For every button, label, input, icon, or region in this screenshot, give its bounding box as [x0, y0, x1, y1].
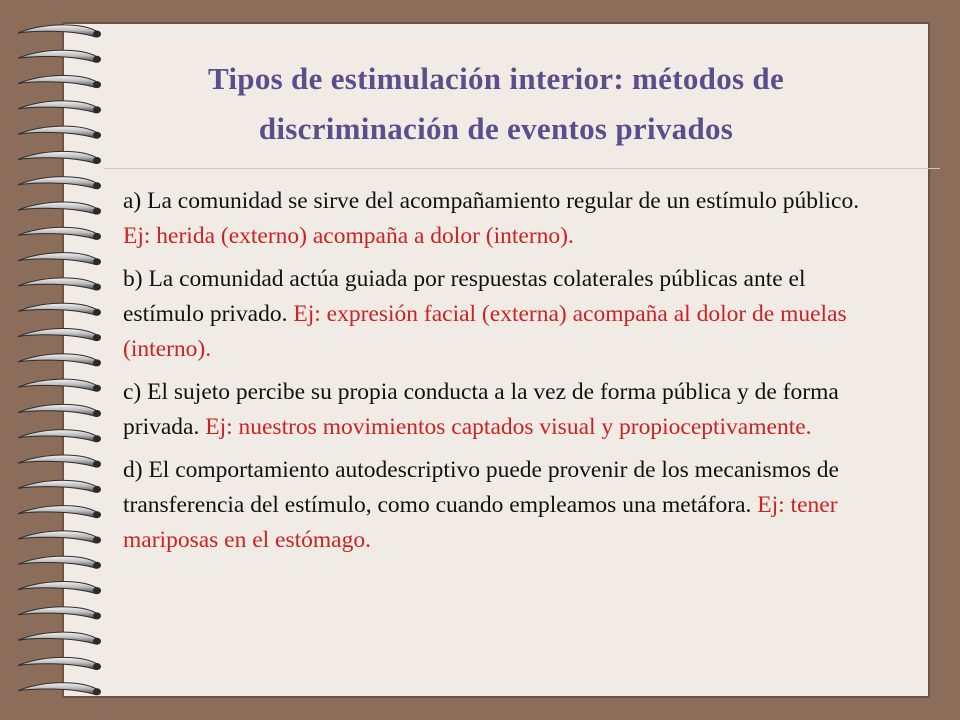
- list-item-a: [123, 184, 863, 254]
- slide-title-line-2: discriminación de eventos privados: [258, 111, 734, 146]
- spiral-ring: [18, 177, 101, 190]
- item-example: Ej: nuestros movimientos captados visual y propioceptivamente.: [205, 414, 812, 440]
- spiral-ring: [18, 480, 101, 493]
- list-item-c: [123, 375, 863, 445]
- item-text: c) El sujeto percibe su propia conducta a la vez de forma pública y de forma privada.: [123, 379, 839, 440]
- spiral-ring: [18, 556, 101, 569]
- spiral-ring: [18, 379, 101, 392]
- item-text: d) El comportamiento autodescriptivo puede provenir de los mecanismos de transferencia del estímulo, como cuando empleamos una metáfora.: [123, 457, 839, 518]
- spiral-ring: [18, 455, 101, 468]
- slide-title: [64, 54, 928, 154]
- spiral-ring: [18, 607, 101, 620]
- item-example: Ej: herida (externo) acompaña a dolor (interno).: [123, 223, 574, 249]
- spiral-ring: [18, 582, 101, 595]
- list-item-b: [123, 262, 863, 367]
- spiral-ring: [18, 657, 101, 670]
- spiral-ring: [18, 303, 101, 316]
- item-example: Ej: expresión facial (externa) acompaña al dolor de muelas (interno).: [123, 301, 847, 362]
- spiral-ring: [18, 329, 101, 342]
- spiral-ring: [18, 404, 101, 417]
- spiral-ring: [18, 202, 101, 215]
- spiral-ring: [18, 506, 101, 519]
- spiral-ring: [18, 683, 101, 696]
- spiral-ring: [18, 227, 101, 240]
- title-divider: [104, 168, 940, 169]
- slide-body: [123, 184, 863, 566]
- spiral-ring: [18, 25, 101, 38]
- item-text: b) La comunidad actúa guiada por respuestas colaterales públicas ante el estímulo privado.: [123, 266, 806, 327]
- item-example: Ej: tener mariposas en el estómago.: [123, 492, 838, 553]
- spiral-ring: [18, 278, 101, 291]
- spiral-ring: [18, 253, 101, 266]
- spiral-ring: [18, 632, 101, 645]
- spiral-ring: [18, 354, 101, 367]
- item-text: a) La comunidad se sirve del acompañamiento regular de un estímulo público.: [123, 188, 860, 214]
- list-item-d: [123, 453, 863, 558]
- slide-title-line-1: Tipos de estimulación interior: métodos de: [207, 61, 785, 96]
- spiral-ring: [18, 531, 101, 544]
- spiral-ring: [18, 430, 101, 443]
